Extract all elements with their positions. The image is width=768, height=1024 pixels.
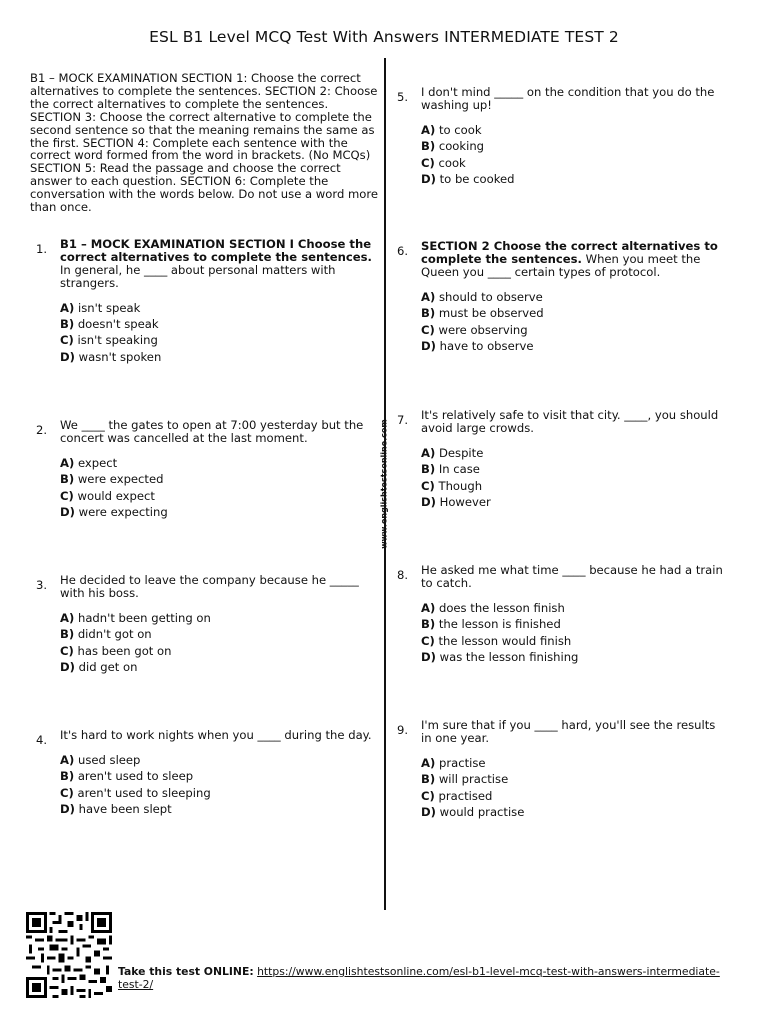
option-a[interactable]: A) Despite [421, 445, 484, 460]
option-b[interactable]: B) cooking [421, 139, 485, 154]
option-b[interactable]: B) must be observed [421, 306, 544, 321]
option-a[interactable]: A) to cook [421, 122, 482, 137]
option-b[interactable]: B) didn't got on [60, 627, 152, 642]
option-c[interactable]: C) were observing [421, 322, 528, 337]
question-number: 5. [397, 90, 409, 104]
option-a[interactable]: A) practise [421, 755, 486, 770]
option-b[interactable]: B) will practise [421, 772, 509, 787]
option-c[interactable]: C) isn't speaking [60, 333, 158, 348]
question-text: He asked me what time ____ because he had a train to catch. [421, 563, 723, 590]
option-d[interactable]: D) However [421, 495, 491, 510]
question-text: I'm sure that if you ____ hard, you'll see the results in one year. [421, 718, 716, 745]
question-number: 7. [397, 413, 409, 427]
option-c[interactable]: C) aren't used to sleeping [60, 785, 211, 800]
question-number: 9. [397, 723, 409, 737]
option-b[interactable]: B) doesn't speak [60, 317, 159, 332]
option-d[interactable]: D) wasn't spoken [60, 349, 162, 364]
question-number: 6. [397, 244, 409, 258]
option-d[interactable]: D) would practise [421, 805, 525, 820]
option-c[interactable]: C) Though [421, 478, 483, 493]
option-d[interactable]: D) to be cooked [421, 172, 515, 187]
page-title: ESL B1 Level MCQ Test With Answers INTERMEDIATE TEST 2 [149, 28, 619, 46]
question-text: I don't mind _____ on the condition that you do the washing up! [421, 85, 715, 112]
qr-code-icon [24, 912, 114, 998]
option-a[interactable]: A) hadn't been getting on [60, 610, 211, 625]
option-a[interactable]: A) used sleep [60, 752, 141, 767]
option-d[interactable]: D) did get on [60, 660, 138, 675]
question-number: 1. [36, 242, 48, 256]
footer-label: Take this test ONLINE: [118, 965, 254, 978]
option-b[interactable]: B) the lesson is finished [421, 617, 561, 632]
option-b[interactable]: B) were expected [60, 472, 164, 487]
option-d[interactable]: D) were expecting [60, 505, 168, 520]
online-test-link-text [118, 966, 738, 991]
question-text: It's relatively safe to visit that city. ____, you should avoid large crowds. [421, 408, 719, 435]
instructions-text: B1 – MOCK EXAMINATION SECTION 1: Choose the correct alternatives to complete the sentences. SECTION 2: Choose the correct alternatives to complete the sentences. SECTION 3: Choose the correct alternative to complete the second sentence so that the meaning remains the same as the first. SECTION 4: Complete each sentence with the correct word formed from the word in brackets. (No MCQs) SECTION 5: Read the passage and choose the correct answer to each question. SECTION 6: Complete the conversation with the words below. Do not use a word more than once. [30, 71, 379, 215]
question-text: We ____ the gates to open at 7:00 yesterday but the concert was cancelled at the last moment. [60, 418, 364, 445]
online-test-link[interactable]: https://www.englishtestsonline.com/esl-b1-level-mcq-test-with-answers-intermediate-test-2/ [118, 965, 720, 991]
question-text: It's hard to work nights when you ____ during the day. [60, 728, 372, 742]
option-a[interactable]: A) isn't speak [60, 300, 141, 315]
section-heading: SECTION 2 Choose the correct alternatives to complete the sentences. [421, 239, 718, 266]
option-d[interactable]: D) have been slept [60, 802, 172, 817]
watermark: www.englishtestsonline.com [379, 419, 389, 549]
option-a[interactable]: A) should to observe [421, 289, 543, 304]
option-c[interactable]: C) cook [421, 155, 466, 170]
question-number: 4. [36, 733, 48, 747]
question-text: He decided to leave the company because he _____ with his boss. [60, 573, 359, 600]
question-number: 3. [36, 578, 48, 592]
question-text: When you meet the Queen you ____ certain types of protocol. [421, 251, 701, 279]
question-number: 8. [397, 568, 409, 582]
option-d[interactable]: D) have to observe [421, 338, 534, 353]
option-c[interactable]: C) the lesson would finish [421, 633, 572, 648]
question-text: In general, he ____ about personal matters with strangers. [60, 262, 336, 290]
option-a[interactable]: A) does the lesson finish [421, 600, 565, 615]
option-d[interactable]: D) was the lesson finishing [421, 650, 579, 665]
option-a[interactable]: A) expect [60, 455, 118, 470]
option-c[interactable]: C) has been got on [60, 643, 172, 658]
option-b[interactable]: B) aren't used to sleep [60, 769, 194, 784]
option-b[interactable]: B) In case [421, 462, 480, 477]
section-heading: B1 – MOCK EXAMINATION SECTION I Choose the correct alternatives to complete the sentences. [60, 237, 372, 264]
option-c[interactable]: C) practised [421, 788, 493, 803]
question-stem [60, 238, 376, 290]
question-number: 2. [36, 423, 48, 437]
option-c[interactable]: C) would expect [60, 488, 155, 503]
question-stem [421, 240, 729, 279]
